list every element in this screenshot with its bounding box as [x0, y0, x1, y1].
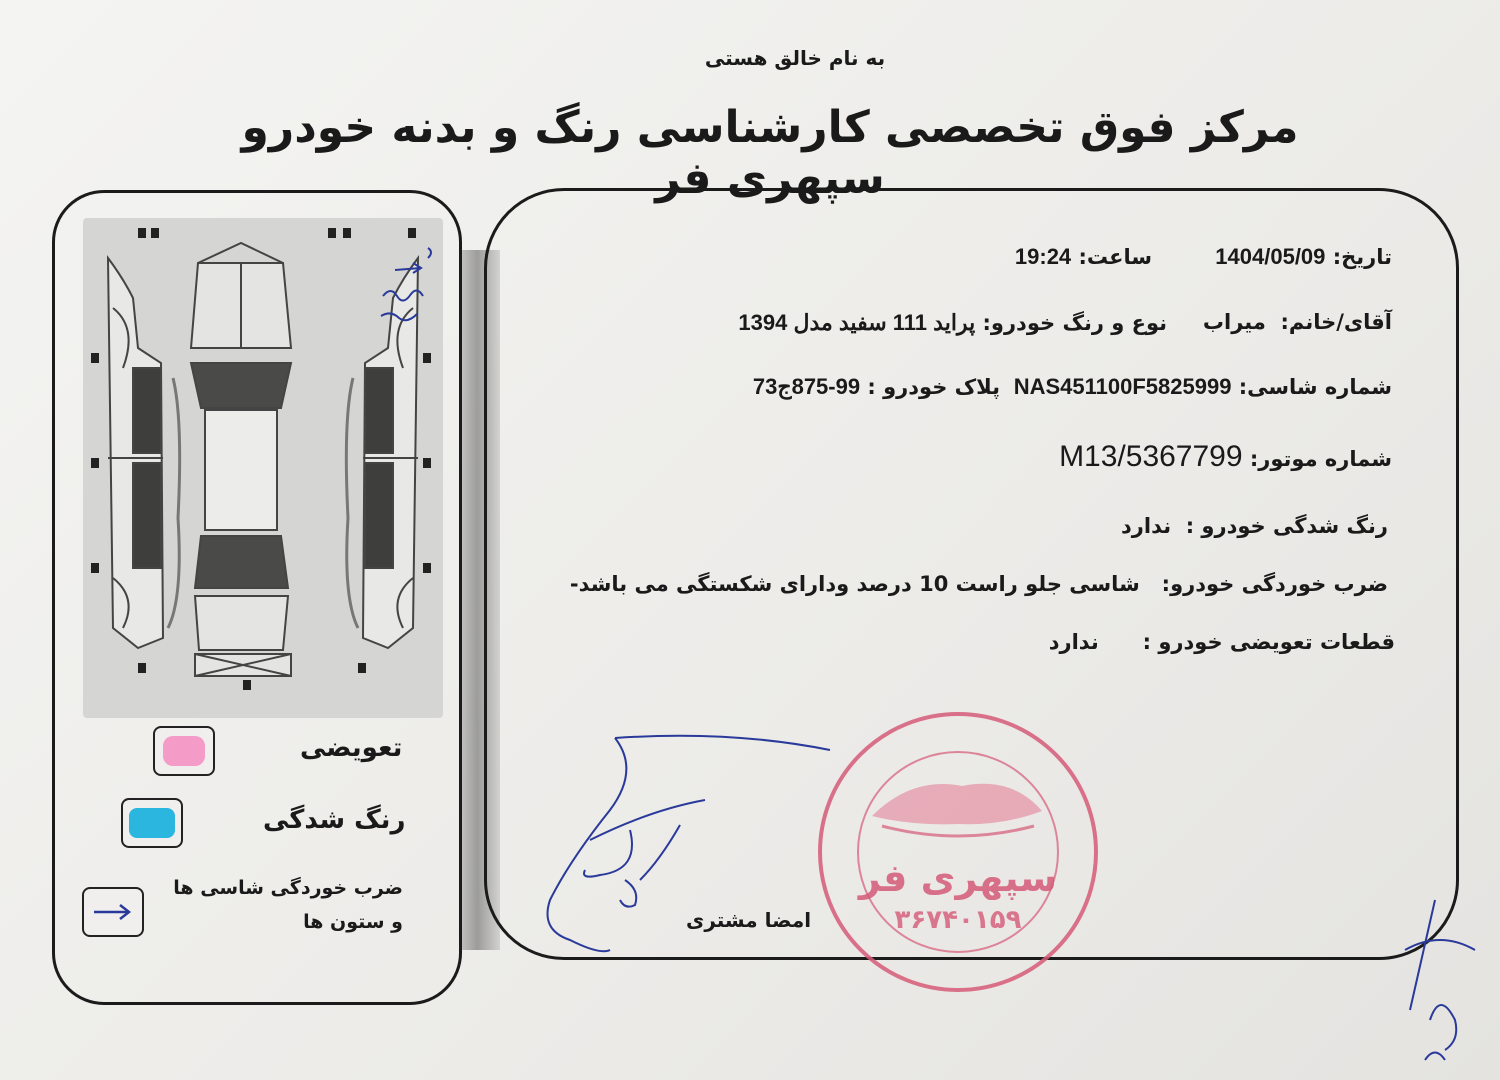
customer-signature-label: امضا مشتری: [686, 908, 812, 932]
plate-row: [753, 374, 1000, 400]
owner-value: میراب: [1202, 310, 1266, 334]
diagram-panel: [52, 190, 462, 1005]
paint-label: رنگ شدگی خودرو :: [1185, 514, 1388, 538]
engine-value: M13/5367799: [1059, 440, 1243, 473]
company-stamp: [812, 706, 1104, 998]
date-row: [1215, 244, 1392, 270]
replaced-swatch: [153, 726, 215, 776]
legend-painted-label: رنگ شدگی: [263, 805, 406, 835]
time-value: 19:24: [1014, 244, 1072, 269]
paint-value: ندارد: [1121, 514, 1172, 538]
center-title: مرکز فوق تخصصی کارشناسی رنگ و بدنه خودرو سپهری فر: [241, 102, 1299, 204]
time-label: ساعت:: [1078, 245, 1152, 269]
date-value: 1404/05/09: [1215, 244, 1326, 269]
replaced-row: [1049, 630, 1395, 654]
damage-value: شاسی جلو راست 10 درصد ودارای شکستگی می باشد-: [569, 572, 1140, 596]
stamp-phone: ۳۶۷۴۰۱۵۹: [894, 905, 1022, 935]
engine-row: [1059, 440, 1392, 474]
damage-row: [570, 572, 1388, 596]
date-label: تاریخ:: [1332, 245, 1392, 269]
owner-row: [1203, 310, 1392, 334]
car-body-diagram: [83, 218, 443, 718]
plate-value: 99-875ج73: [752, 374, 861, 399]
chassis-row: [1014, 374, 1392, 400]
plate-label: پلاک خودرو :: [867, 375, 1000, 399]
damage-label: ضرب خوردگی خودرو:: [1161, 572, 1388, 596]
vehicle-row: [738, 310, 1167, 336]
engine-label: شماره موتور:: [1249, 447, 1392, 471]
chassis-label: شماره شاسی:: [1238, 375, 1392, 399]
replaced-label: قطعات تعویضی خودرو :: [1142, 630, 1395, 654]
stamp-name: سپهری فر: [858, 856, 1058, 900]
legend-replaced-label: تعویضی: [300, 733, 403, 763]
paint-row: [1121, 514, 1388, 538]
arrow-right-icon: [84, 889, 142, 935]
chassis-damage-swatch: [82, 887, 144, 937]
replaced-value: ندارد: [1048, 630, 1099, 654]
vehicle-value: پراید 111 سفید مدل 1394: [738, 310, 976, 335]
painted-swatch: [121, 798, 183, 848]
owner-label: آقای/خانم:: [1280, 310, 1392, 334]
invocation-text: به نام خالق هستی: [704, 46, 886, 70]
margin-handwriting-icon: [1400, 890, 1490, 1070]
car-outline-icon: [83, 218, 443, 718]
time-row: [1015, 244, 1152, 270]
legend-chassis-label: ضرب خوردگی شاسی ها و ستون ها: [173, 877, 403, 933]
chassis-value: NAS451100F5825999: [1013, 374, 1232, 399]
vehicle-label: نوع و رنگ خودرو:: [982, 311, 1167, 335]
stamp-seal-icon: [812, 706, 1104, 998]
